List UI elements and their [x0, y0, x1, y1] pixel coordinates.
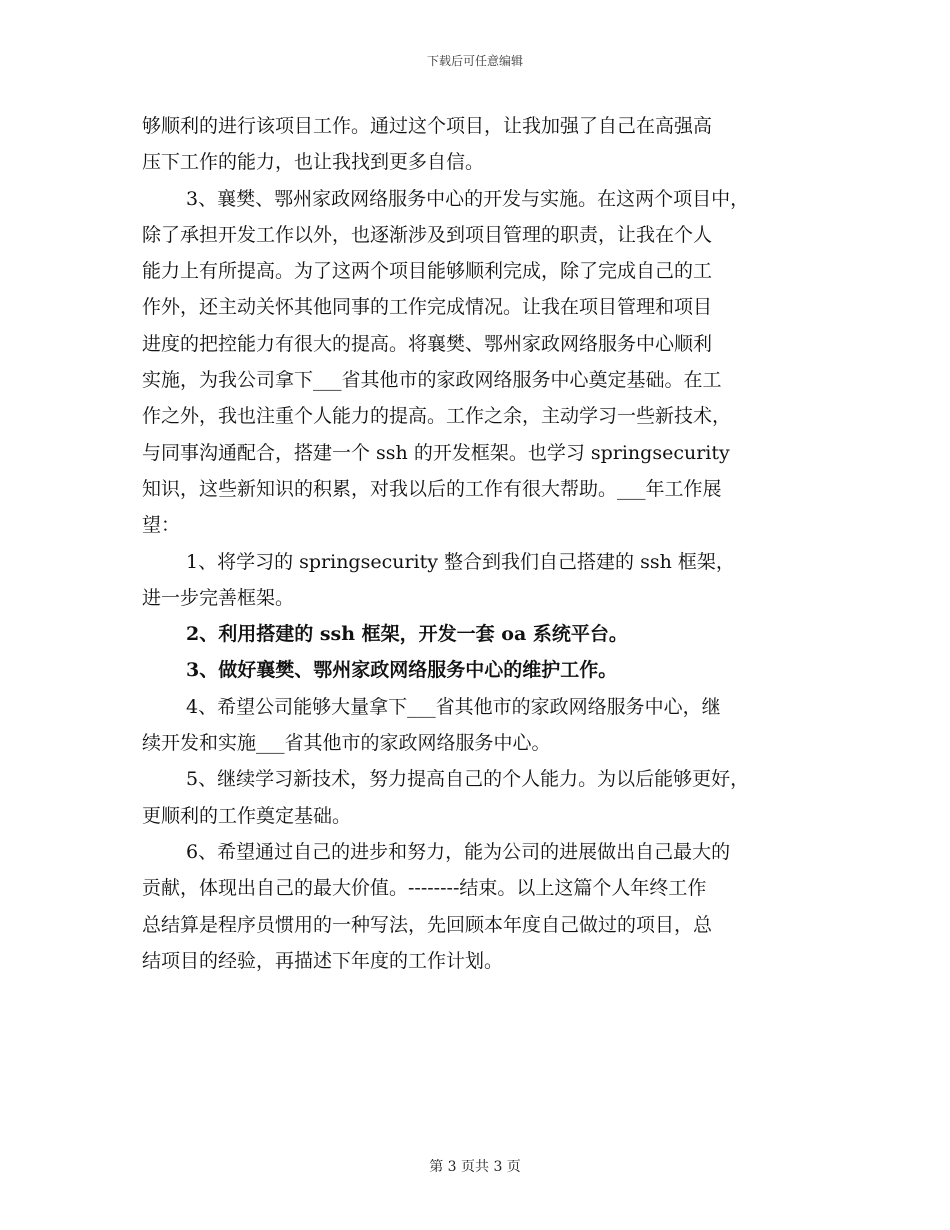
- text-line: 6、希望通过自己的进步和努力，能为公司的进展做出自己最大的: [186, 840, 731, 863]
- text-line: 除了承担开发工作以外，也逐渐涉及到项目管理的职责，让我在个人: [142, 223, 713, 246]
- text-line: 贡献，体现出自己的最大价值。--------结束。以上这篇个人年终工作: [142, 877, 707, 900]
- text-line: 压下工作的能力，也让我找到更多自信。: [142, 151, 485, 174]
- text-line: 够顺利的进行该项目工作。通过这个项目，让我加强了自己在高强高: [142, 115, 713, 137]
- text-line: 作之外，我也注重个人能力的提高。工作之余，主动学习一些新技术，: [142, 405, 732, 428]
- text-line: 能力上有所提高。为了这两个项目能够顺利完成，除了完成自己的工: [142, 260, 713, 283]
- text-line: 知识，这些新知识的积累，对我以后的工作有很大帮助。___年工作展: [142, 477, 722, 500]
- text-line: 5、继续学习新技术，努力提高自己的个人能力。为以后能够更好，: [186, 768, 750, 791]
- text-line: 2、利用搭建的 ssh 框架，开发一套 oa 系统平台。: [186, 623, 628, 646]
- text-line: 作外，还主动关怀其他同事的工作完成情况。让我在项目管理和项目: [142, 296, 713, 319]
- text-line: 结项目的经验，再描述下年度的工作计划。: [142, 949, 504, 972]
- text-line: 与同事沟通配合，搭建一个 ssh 的开发框架。也学习 springsecurity: [142, 441, 730, 464]
- text-line: 3、襄樊、鄂州家政网络服务中心的开发与实施。在这两个项目中，: [186, 187, 750, 210]
- text-line: 4、希望公司能够大量拿下___省其他市的家政网络服务中心，继: [186, 695, 721, 718]
- text-line: 1、将学习的 springsecurity 整合到我们自己搭建的 ssh 框架，: [186, 550, 735, 573]
- text-line: 进度的把控能力有很大的提高。将襄樊、鄂州家政网络服务中心顺利: [142, 332, 713, 355]
- text-line: 续开发和实施___省其他市的家政网络服务中心。: [142, 732, 551, 755]
- text-line: 进一步完善框架。: [142, 586, 295, 609]
- page-header: 下载后可任意编辑: [426, 54, 523, 68]
- page-footer: 第 3 页共 3 页: [429, 1159, 521, 1175]
- text-line: 总结算是程序员惯用的一种写法，先回顾本年度自己做过的项目，总: [142, 913, 713, 936]
- text-line: 更顺利的工作奠定基础。: [142, 804, 352, 827]
- text-line: 实施，为我公司拿下___省其他市的家政网络服务中心奠定基础。在工: [142, 369, 722, 392]
- text-line: 3、做好襄樊、鄂州家政网络服务中心的维护工作。: [186, 659, 618, 682]
- document-body: [142, 108, 812, 979]
- text-line: 望：: [142, 514, 181, 537]
